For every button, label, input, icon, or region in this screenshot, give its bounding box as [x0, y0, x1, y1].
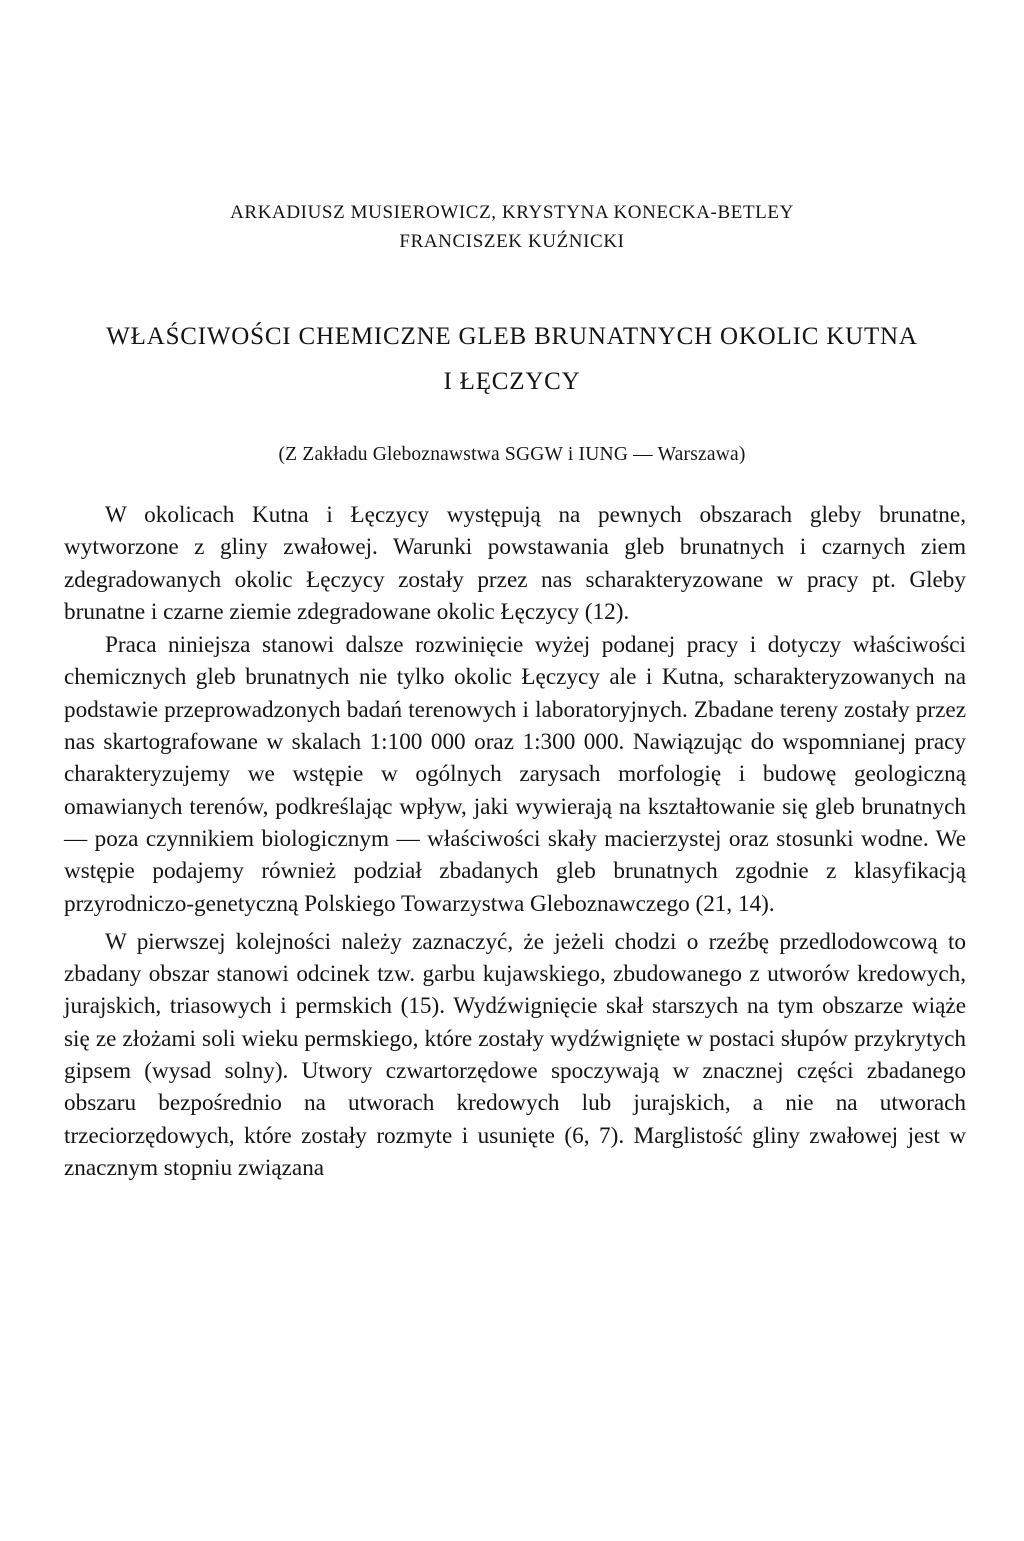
affiliation: (Z Zakładu Gleboznawstwa SGGW i IUNG — Warszawa)	[278, 444, 746, 465]
authors-line-1: ARKADIUSZ MUSIEROWICZ, KRYSTYNA KONECKA-BETLEY	[230, 202, 794, 223]
paragraph: Praca niniejsza stanowi dalsze rozwinięcie wyżej podanej pracy i dotyczy właściwości chemicznych gleb brunatnych nie tylko okolic Łęczycy ale i Kutna, scharakteryzowanych na podstawie przeprowadzonych badań terenowych i laboratoryjnych. Zbadane tereny zostały przez nas skartografowane w skalach 1:100 000 oraz 1:300 000. Nawiązując do wspomnianej pracy charakteryzujemy we wstępie w ogólnych zarysach morfologię i budowę geologiczną omawianych terenów, podkreślając wpływ, jaki wywierają na kształtowanie się gleb brunatnych — poza czynnikiem biologicznym — właściwości skały macierzystej oraz stosunki wodne. We wstępie podajemy również podział zbadanych gleb brunatnych zgodnie z klasyfikacją przyrodniczo-genetyczną Polskiego Towarzystwa Gleboznawczego (21, 14).	[64, 632, 966, 917]
article-body	[64, 499, 966, 1184]
article-title-line-1: WŁAŚCIWOŚCI CHEMICZNE GLEB BRUNATNYCH OKOLIC KUTNA	[106, 323, 918, 350]
paragraph: W okolicach Kutna i Łęczycy występują na pewnych obszarach gleby brunatne, wytworzone z gliny zwałowej. Warunki powstawania gleb brunatnych i czarnych ziem zdegradowanych okolic Łęczycy zostały przez nas scharakteryzowane w pracy pt. Gleby brunatne i czarne ziemie zdegradowane okolic Łęczycy (12).	[64, 502, 966, 625]
authors-line-2: FRANCISZEK KUŹNICKI	[399, 231, 625, 252]
paragraph: W pierwszej kolejności należy zaznaczyć, że jeżeli chodzi o rzeźbę przedlodowcową to zbadany obszar stanowi odcinek tzw. garbu kujawskiego, zbudowanego z utworów kredowych, jurajskich, triasowych i permskich (15). Wydźwignięcie skał starszych na tym obszarze wiąże się ze złożami soli wieku permskiego, które zostały wydźwignięte w postaci słupów przykrytych gipsem (wysad solny). Utwory czwartorzędowe spoczywają w znacznej części zbadanego obszaru bezpośrednio na utworach kredowych lub jurajskich, a nie na utworach trzeciorzędowych, które zostały rozmyte i usunięte (6, 7). Marglistość gliny zwałowej jest w znacznym stopniu związana	[64, 928, 966, 1181]
article-title-line-2: I ŁĘCZYCY	[443, 368, 581, 395]
